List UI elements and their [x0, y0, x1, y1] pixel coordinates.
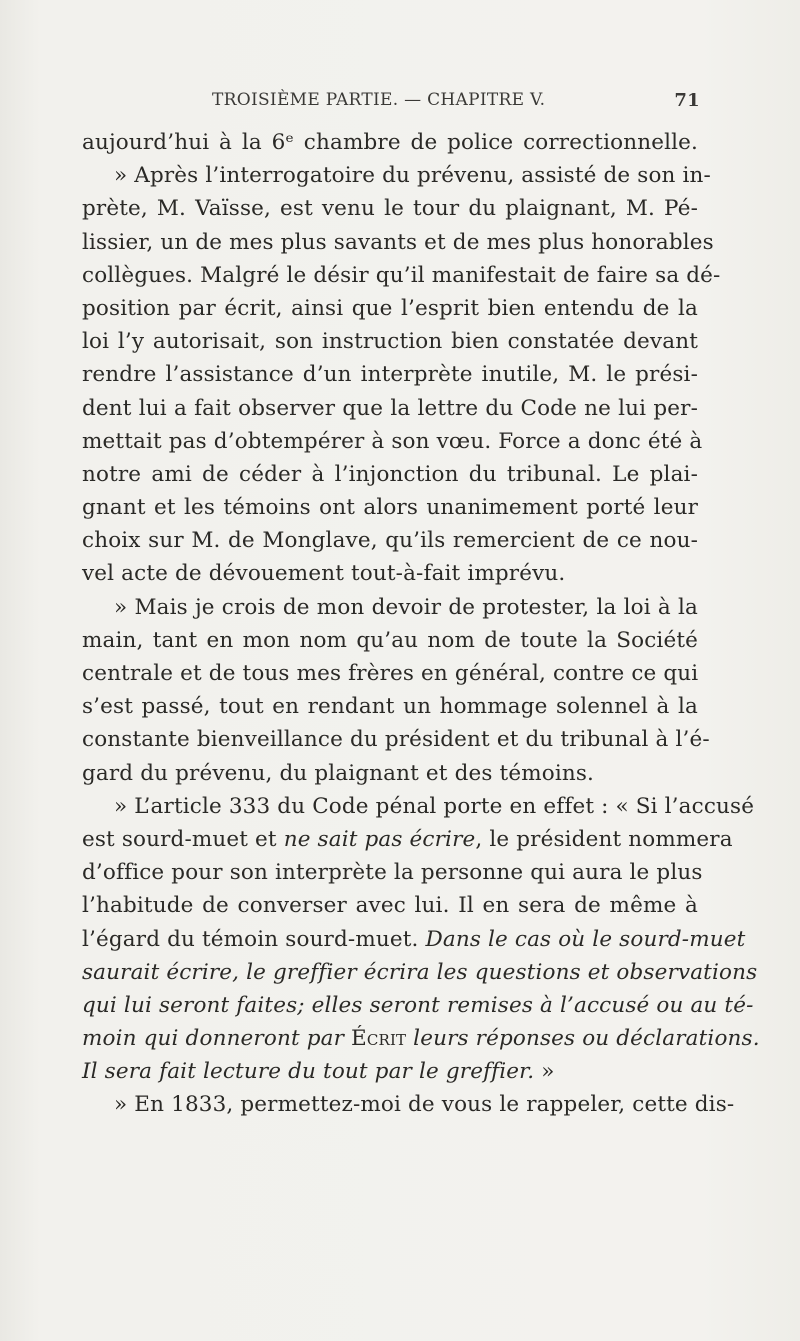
text-line: position par écrit, ainsi que l’esprit bien entendu de la: [82, 295, 698, 321]
running-head: TROISIÈME PARTIE. — CHAPITRE V.: [212, 90, 546, 110]
text-line: mettait pas d’obtempérer à son vœu. Force a donc été à: [82, 428, 703, 454]
text-line: loi l’y autorisait, son instruction bien constatée devant: [82, 329, 698, 355]
text-line: prète, M. Vaïsse, est venu le tour du plaignant, M. Pé-: [82, 196, 698, 222]
italic-run: saurait écrire, le greffier écrira les questions et observations: [82, 959, 758, 985]
text-line: s’est passé, tout en rendant un hommage solennel à la: [82, 694, 698, 720]
text-line: » En 1833, permettez-moi de vous le rappeler, cette dis-: [114, 1092, 735, 1118]
small-caps-run: Écrit: [351, 1026, 407, 1052]
text-run: , le président nommera: [475, 826, 733, 852]
text-line: notre ami de céder à l’injonction du tribunal. Le plai-: [82, 461, 698, 487]
text-line: l’habitude de converser avec lui. Il en sera de même à: [82, 893, 698, 919]
text-line: collègues. Malgré le désir qu’il manifestait de faire sa dé-: [82, 262, 721, 288]
italic-run: qui lui seront faites; elles seront remises à l’accusé ou au té-: [82, 992, 754, 1018]
text-line: » L’article 333 du Code pénal porte en effet : « Si l’accusé: [114, 793, 755, 819]
text-line: centrale et de tous mes frères en général, contre ce qui: [82, 661, 699, 686]
text-line: » Mais je crois de mon devoir de protester, la loi à la: [114, 594, 698, 620]
page-header: [82, 90, 700, 118]
italic-run: Dans le cas où le sourd-muet: [425, 926, 746, 952]
page-number: 71: [674, 90, 700, 111]
text-line: [82, 956, 758, 989]
text-line: choix sur M. de Monglave, qu’ils remercient de ce nou-: [82, 528, 698, 554]
text-line: aujourd’hui à la 6ᵉ chambre de police correctionnelle.: [82, 130, 698, 155]
text-line: [82, 1055, 698, 1088]
italic-run: Il sera fait lecture du tout par le greffier.: [82, 1059, 535, 1085]
text-line: lissier, un de mes plus savants et de mes plus honorables: [82, 229, 714, 255]
text-line: [82, 989, 754, 1022]
text-line: [82, 923, 746, 956]
text-line: vel acte de dévouement tout-à-fait imprévu.: [82, 561, 566, 587]
italic-run: leurs réponses ou déclarations.: [406, 1026, 760, 1052]
text-line: d’office pour son interprète la personne qui aura le plus: [82, 860, 703, 886]
text-line: gard du prévenu, du plaignant et des témoins.: [82, 760, 595, 786]
text-line: dent lui a fait observer que la lettre du Code ne lui per-: [82, 395, 698, 421]
body-text: [82, 126, 760, 1122]
text-run: est sourd-muet et: [82, 826, 284, 852]
text-line: main, tant en mon nom qu’au nom de toute la Société: [82, 627, 698, 653]
text-run: »: [534, 1059, 555, 1085]
text-line: constante bienveillance du président et du tribunal à l’é-: [82, 727, 710, 753]
text-line: rendre l’assistance d’un interprète inutile, M. le prési-: [82, 362, 698, 388]
text-line: gnant et les témoins ont alors unanimement porté leur: [82, 495, 698, 521]
text-run: l’égard du témoin sourd-muet.: [82, 926, 426, 952]
text-line: » Après l’interrogatoire du prévenu, assisté de son in-: [114, 163, 711, 189]
italic-run: ne sait pas écrire: [283, 826, 476, 852]
italic-run: moin qui donneront par: [82, 1026, 352, 1052]
text-line: [82, 823, 733, 856]
text-line: [82, 1022, 760, 1055]
